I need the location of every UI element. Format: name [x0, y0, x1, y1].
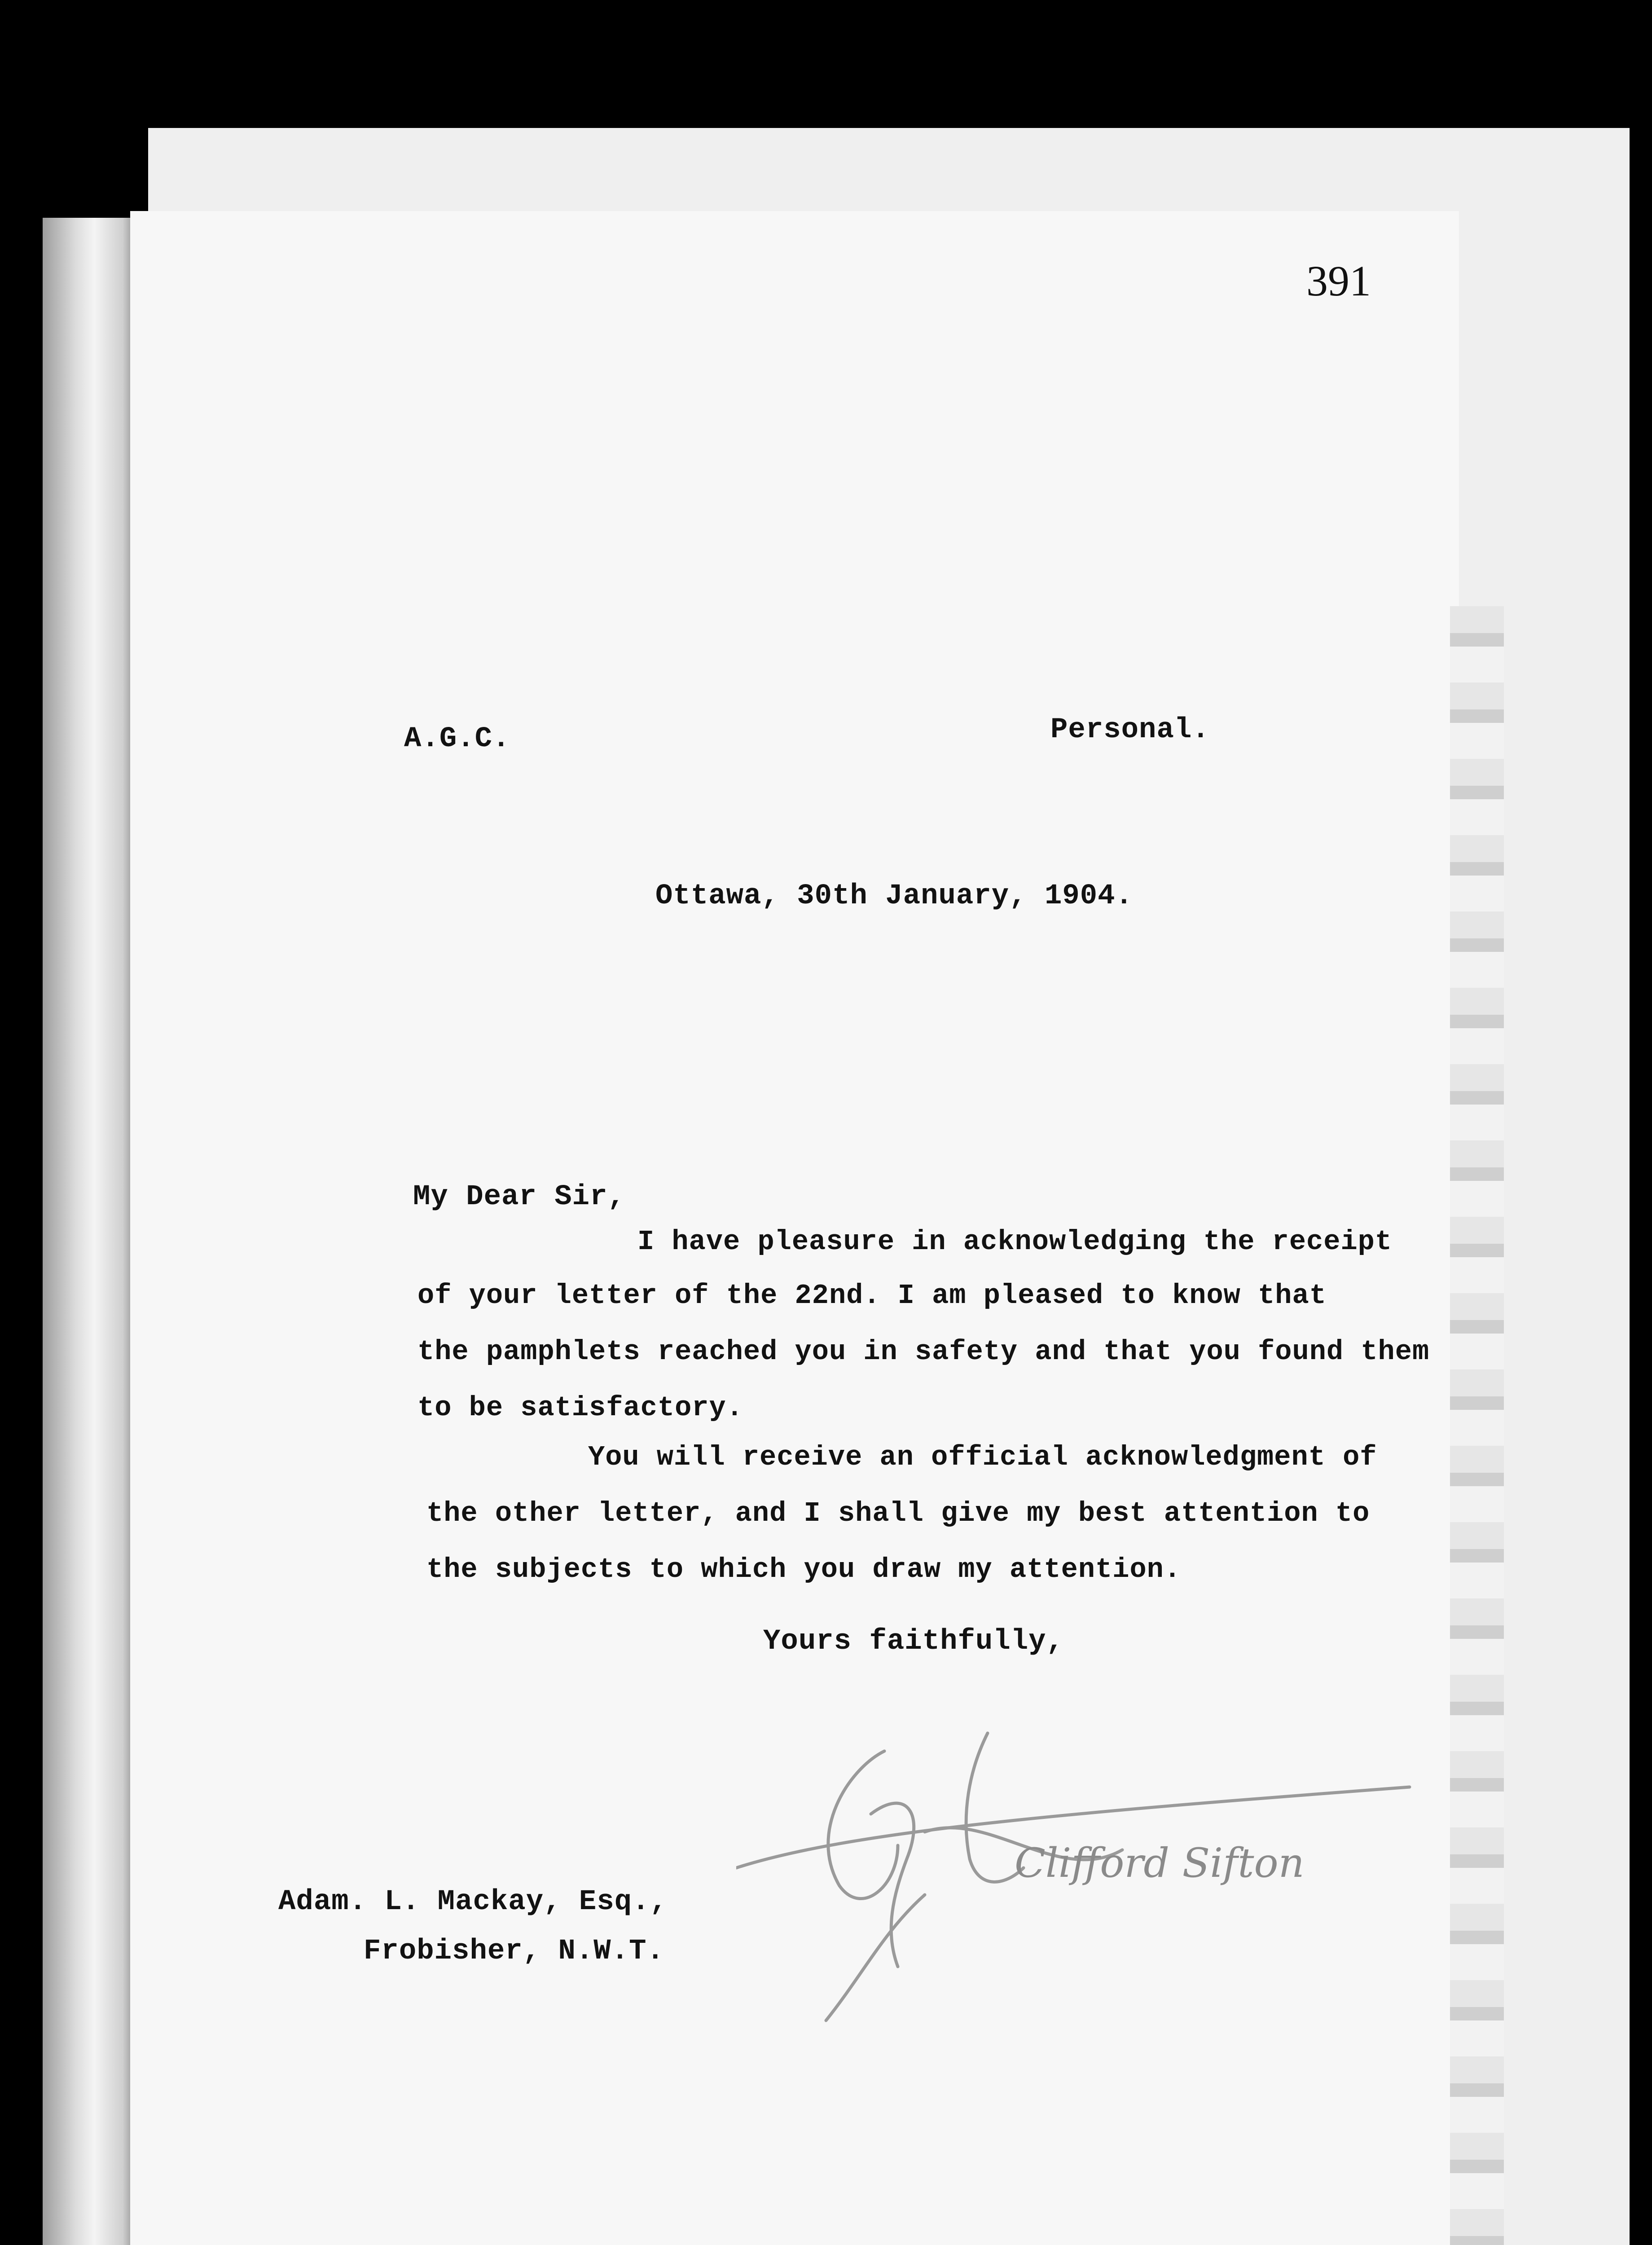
salutation: My Dear Sir,: [413, 1181, 625, 1213]
signature: [736, 1697, 1437, 2038]
personal-marking: Personal.: [1050, 714, 1210, 746]
body-line: the other letter, and I shall give my best attention to: [426, 1497, 1370, 1529]
header-code: A.G.C.: [404, 723, 510, 755]
recipient-location: Frobisher, N.W.T.: [364, 1935, 664, 1968]
body-line: I have pleasure in acknowledging the receipt: [637, 1226, 1393, 1258]
page-edge: [1450, 606, 1504, 2245]
body-line: You will receive an official acknowledgment of: [588, 1441, 1377, 1473]
closing: Yours faithfully,: [763, 1625, 1064, 1658]
body-line: the subjects to which you draw my attention.: [426, 1554, 1182, 1585]
binding-strip: [43, 218, 137, 2245]
signature-text: Clifford Sifton: [1015, 1840, 1305, 1887]
body-line: the pamphlets reached you in safety and that you found them: [417, 1336, 1430, 1368]
recipient-name: Adam. L. Mackay, Esq.,: [278, 1886, 668, 1918]
page-number: 391: [1306, 257, 1371, 305]
dateline: Ottawa, 30th January, 1904.: [655, 880, 1133, 912]
body-line: to be satisfactory.: [417, 1392, 743, 1424]
body-line: of your letter of the 22nd. I am pleased to know that: [417, 1280, 1327, 1312]
